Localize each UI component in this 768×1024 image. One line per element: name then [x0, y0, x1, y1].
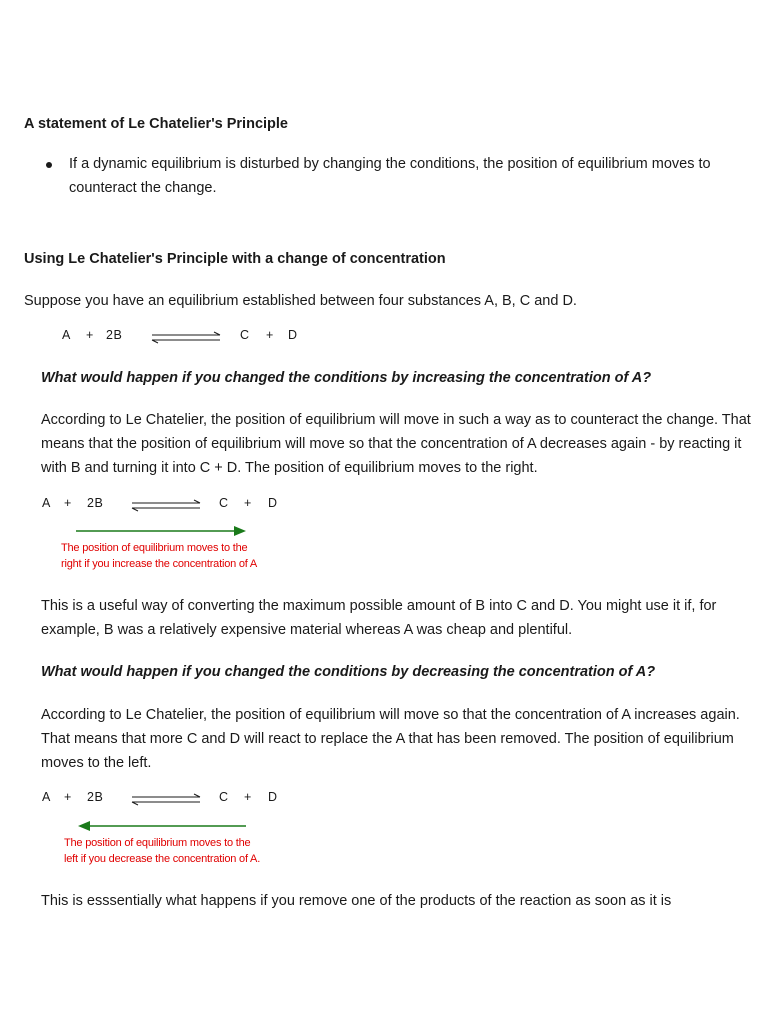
note-left-line2: left if you decrease the concentration of A.: [64, 853, 261, 865]
product-c: C: [219, 496, 229, 510]
reactant-b: 2B: [87, 496, 104, 510]
right-arrow-icon: [76, 525, 256, 537]
equilibrium-equation: [42, 790, 302, 810]
equilibrium-arrows-icon: [132, 794, 202, 806]
plus-sign: +: [244, 496, 252, 510]
answer-increase: According to Le Chatelier, the position of equilibrium will move in such a way as to counteract the change. That means that the position of equilibrium will move so that the concentration of A decreases again - by reacting it with B and turning it into C + D. The position of equilibrium moves to the right.: [41, 412, 751, 476]
left-arrow-icon: [78, 820, 258, 832]
note-right-line1: The position of equilibrium moves to the: [61, 542, 248, 554]
section-heading-statement: A statement of Le Chatelier's Principle: [24, 116, 288, 132]
plus-sign: +: [266, 328, 274, 342]
useful-paragraph: This is a useful way of converting the maximum possible amount of B into C and D. You might use it if, for example, B was a relatively expensive material whereas A was cheap and plentiful.: [41, 598, 717, 638]
reactant-a: A: [42, 790, 51, 804]
answer-decrease: According to Le Chatelier, the position of equilibrium will move so that the concentration of A increases again. That means that more C and D will react to replace the A that has been removed. The position of equilibrium moves to the left.: [41, 707, 740, 771]
remove-products-paragraph: This is esssentially what happens if you remove one of the products of the reaction as soon as it is: [41, 893, 672, 909]
section-heading-concentration: Using Le Chatelier's Principle with a change of concentration: [24, 251, 446, 267]
note-right-line2: right if you increase the concentration of A: [61, 558, 258, 570]
product-d: D: [268, 496, 278, 510]
reactant-b: 2B: [87, 790, 104, 804]
principle-statement: If a dynamic equilibrium is disturbed by changing the conditions, the position of equilibrium moves to counteract the change.: [69, 156, 711, 196]
plus-sign: +: [244, 790, 252, 804]
plus-sign: +: [64, 496, 72, 510]
plus-sign: +: [64, 790, 72, 804]
equilibrium-equation: [42, 496, 302, 516]
question-increase: What would happen if you changed the conditions by increasing the concentration of A?: [41, 370, 652, 386]
product-c: C: [240, 328, 250, 342]
product-d: D: [288, 328, 298, 342]
note-left-line1: The position of equilibrium moves to the: [64, 837, 251, 849]
reactant-b: 2B: [106, 328, 123, 342]
equilibrium-equation: [62, 328, 322, 348]
product-d: D: [268, 790, 278, 804]
equilibrium-arrows-icon: [152, 332, 222, 344]
equilibrium-arrows-icon: [132, 500, 202, 512]
bullet-icon: [46, 162, 52, 168]
reactant-a: A: [62, 328, 71, 342]
product-c: C: [219, 790, 229, 804]
intro-paragraph: Suppose you have an equilibrium established between four substances A, B, C and D.: [24, 293, 577, 309]
plus-sign: +: [86, 328, 94, 342]
reactant-a: A: [42, 496, 51, 510]
question-decrease: What would happen if you changed the conditions by decreasing the concentration of A?: [41, 664, 656, 680]
